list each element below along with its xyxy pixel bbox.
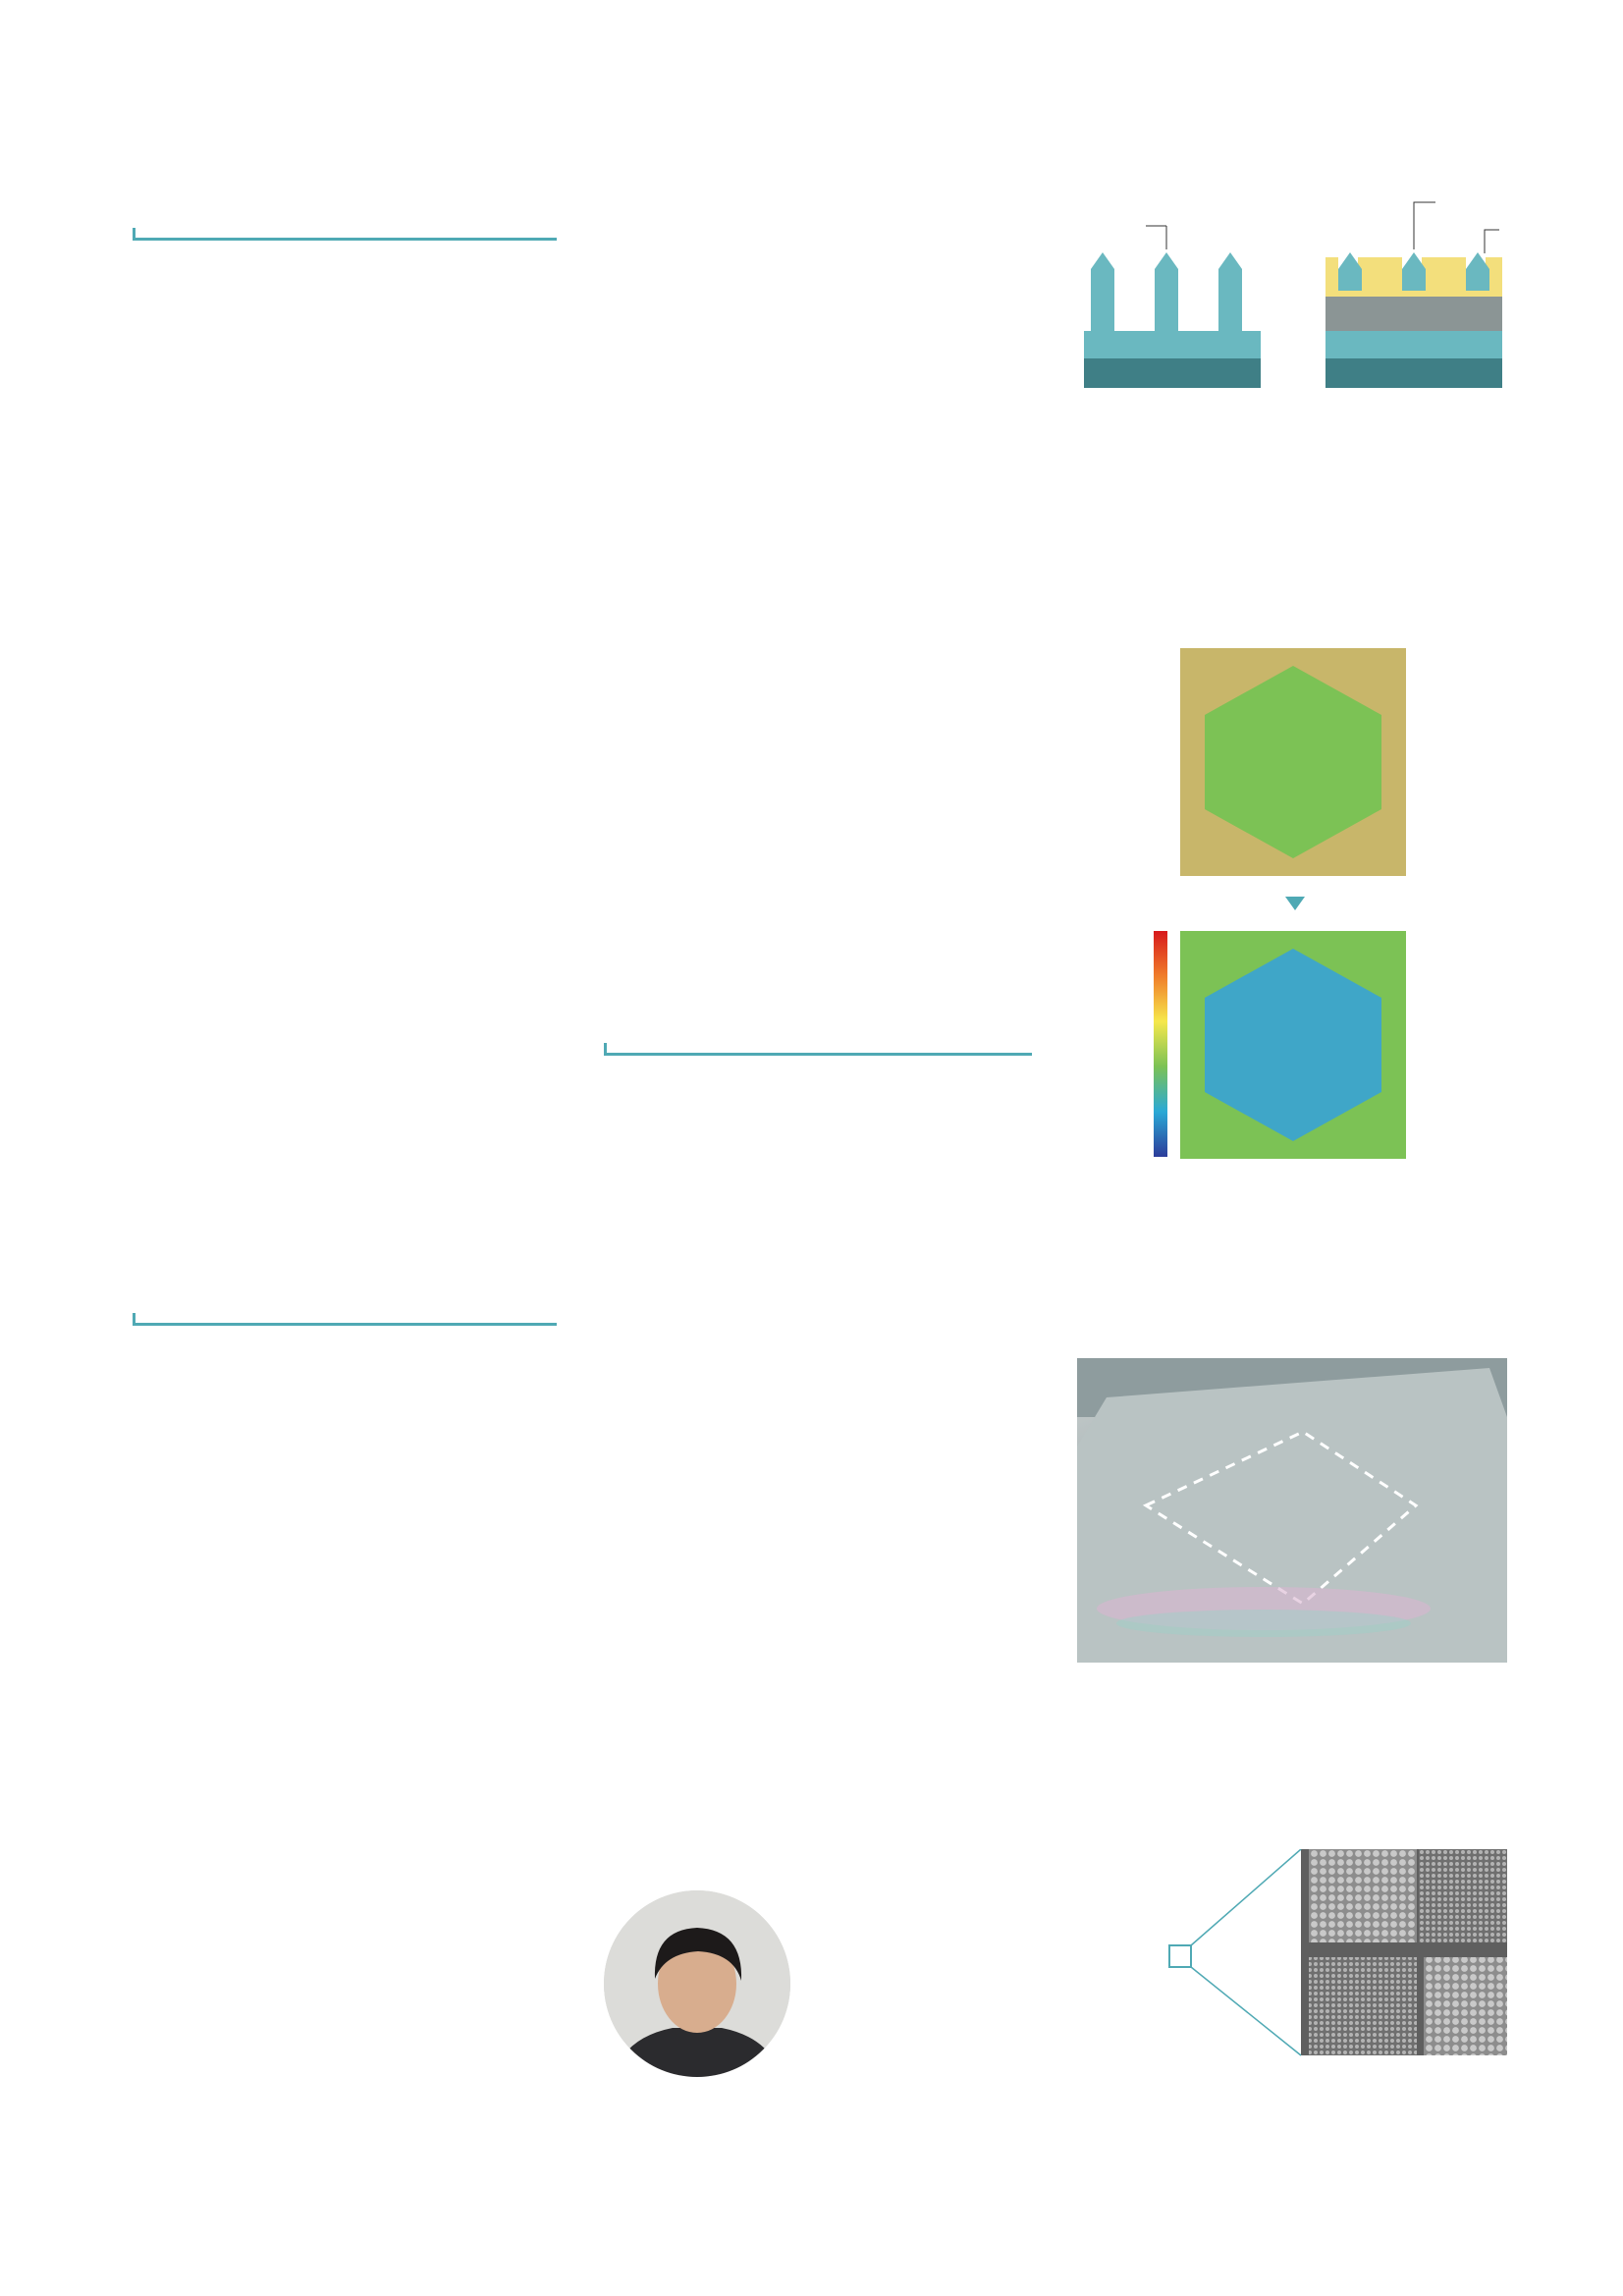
nanocolumn-structure-figure xyxy=(1077,189,1517,424)
zoom-callout-lines xyxy=(1077,1849,1509,2057)
simulation-field-map xyxy=(1180,931,1406,1159)
sample-wafer-icon xyxy=(1077,1358,1507,1663)
section-heading-1 xyxy=(133,228,557,241)
hexagonal-crystal-top-icon xyxy=(1180,648,1406,876)
profile-photo xyxy=(604,1890,790,2077)
section-heading-3 xyxy=(604,1043,1032,1056)
section-heading-2 xyxy=(133,1313,557,1326)
simulation-top-view xyxy=(1180,648,1406,876)
nanocolumn-photo xyxy=(1077,1358,1507,1663)
nanocolumn-diagram xyxy=(1077,189,1517,424)
arrow-down-icon xyxy=(1285,897,1305,910)
person-portrait-icon xyxy=(604,1890,790,2077)
field-distribution-icon xyxy=(1180,931,1406,1159)
colorbar xyxy=(1154,931,1167,1157)
